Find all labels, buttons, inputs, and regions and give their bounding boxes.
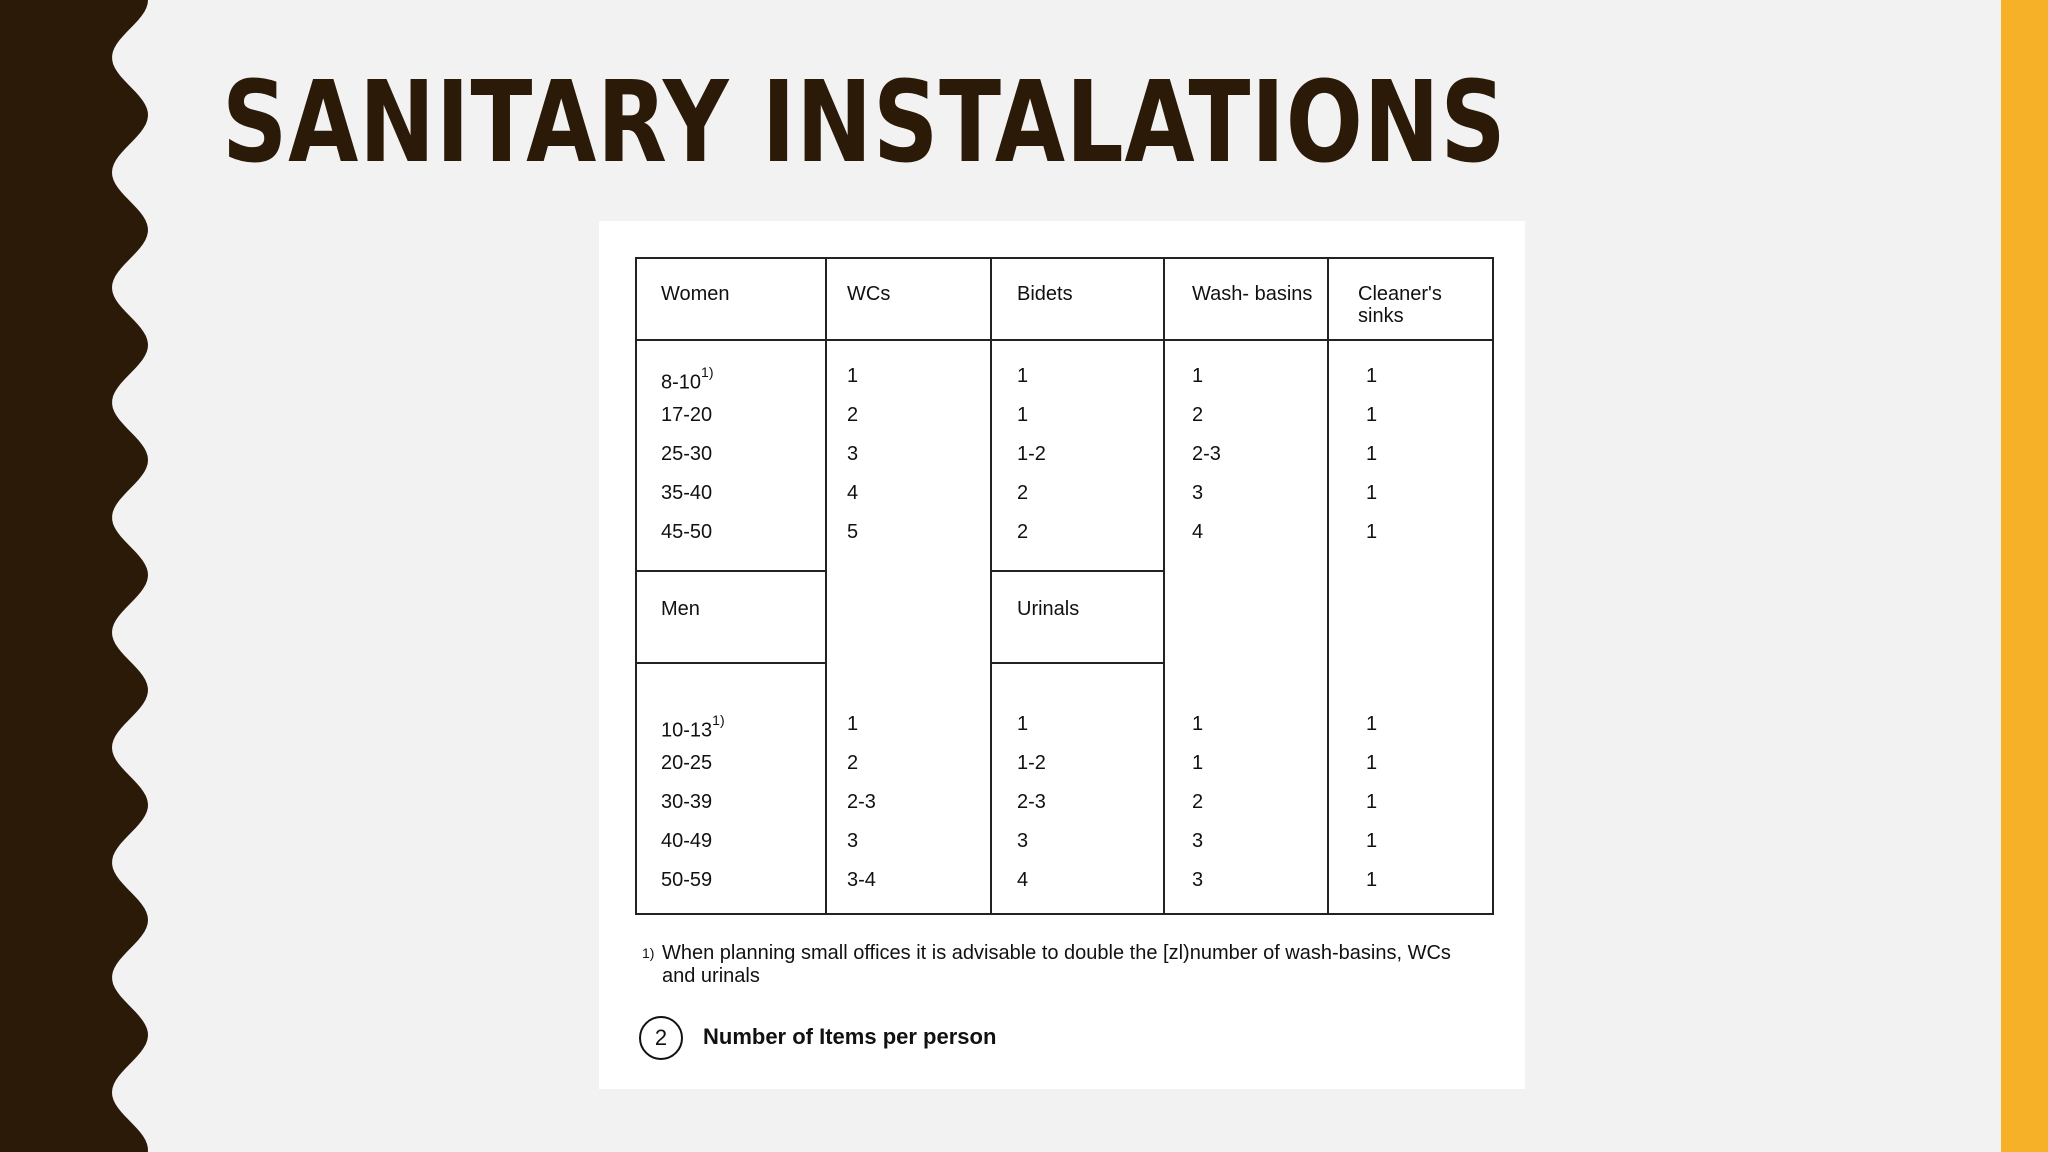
footnote-reference: 1) bbox=[701, 364, 714, 380]
header-women: Women bbox=[661, 283, 730, 305]
footnote-text: When planning small offices it is advisable to double the [zl)number of wash-basins, WCs and urinals bbox=[662, 942, 1451, 987]
men-cleaners-sinks-cell: 1 bbox=[1366, 791, 1378, 813]
women-bidets-cell: 2 bbox=[1017, 482, 1029, 504]
women-cleaners-sinks-cell: 1 bbox=[1366, 365, 1378, 387]
men-cleaners-sinks-cell: 1 bbox=[1366, 713, 1378, 735]
men-wcs-cell: 3-4 bbox=[847, 869, 876, 891]
women-bidets-cell: 1 bbox=[1017, 404, 1029, 426]
men-persons-cell: 50-59 bbox=[661, 869, 713, 891]
caption-text: Number of Items per person bbox=[703, 1024, 997, 1049]
accent-bar bbox=[2001, 0, 2048, 1152]
women-cleaners-sinks-cell: 1 bbox=[1366, 521, 1378, 543]
caption-number-badge: 2 bbox=[639, 1016, 683, 1060]
women-wash-basins-cell: 4 bbox=[1192, 521, 1204, 543]
women-wcs-cell: 5 bbox=[847, 521, 859, 543]
men-wash-basins-cell: 1 bbox=[1192, 752, 1204, 774]
men-cleaners-sinks-cell: 1 bbox=[1366, 869, 1378, 891]
men-wcs-cell: 1 bbox=[847, 713, 859, 735]
decorative-wavy-band bbox=[0, 0, 160, 1152]
women-wcs-cell: 2 bbox=[847, 404, 859, 426]
women-cleaners-sinks-cell: 1 bbox=[1366, 404, 1378, 426]
women-cleaners-sinks-cell: 1 bbox=[1366, 443, 1378, 465]
men-wcs-cell: 2 bbox=[847, 752, 859, 774]
women-wcs-cell: 4 bbox=[847, 482, 859, 504]
slide-title: SANITARY INSTALATIONS bbox=[222, 58, 1507, 188]
footnote-reference: 1) bbox=[712, 712, 725, 728]
women-persons-cell: 8-10$^{1)}$ bbox=[661, 364, 714, 394]
men-urinals-cell: 4 bbox=[1017, 869, 1029, 891]
women-wash-basins-cell: 2-3 bbox=[1192, 443, 1221, 465]
men-wcs-cell: 3 bbox=[847, 830, 859, 852]
men-persons-cell: 40-49 bbox=[661, 830, 713, 852]
men-urinals-cell: 1 bbox=[1017, 713, 1029, 735]
header-men: Men bbox=[661, 598, 700, 620]
women-persons-cell: 25-30 bbox=[661, 443, 713, 465]
men-wash-basins-cell: 3 bbox=[1192, 830, 1204, 852]
women-wcs-cell: 3 bbox=[847, 443, 859, 465]
men-cleaners-sinks-cell: 1 bbox=[1366, 752, 1378, 774]
scanned-table-figure bbox=[599, 221, 1525, 1089]
men-persons-cell: 20-25 bbox=[661, 752, 713, 774]
men-wash-basins-cell: 2 bbox=[1192, 791, 1204, 813]
women-bidets-cell: 2 bbox=[1017, 521, 1029, 543]
women-bidets-cell: 1 bbox=[1017, 365, 1029, 387]
men-persons-cell: 30-39 bbox=[661, 791, 713, 813]
men-urinals-cell: 3 bbox=[1017, 830, 1029, 852]
men-cleaners-sinks-cell: 1 bbox=[1366, 830, 1378, 852]
header-bidets: Bidets bbox=[1017, 283, 1073, 305]
men-wash-basins-cell: 3 bbox=[1192, 869, 1204, 891]
women-cleaners-sinks-cell: 1 bbox=[1366, 482, 1378, 504]
women-bidets-cell: 1-2 bbox=[1017, 443, 1046, 465]
header-wash-basins: Wash- basins bbox=[1192, 283, 1313, 305]
men-urinals-cell: 2-3 bbox=[1017, 791, 1046, 813]
women-wash-basins-cell: 3 bbox=[1192, 482, 1204, 504]
header-wcs: WCs bbox=[847, 283, 891, 305]
men-persons-cell: 10-13$^{1)}$ bbox=[661, 712, 725, 742]
women-wash-basins-cell: 1 bbox=[1192, 365, 1204, 387]
women-persons-cell: 35-40 bbox=[661, 482, 713, 504]
footnote bbox=[642, 942, 1462, 988]
women-wcs-cell: 1 bbox=[847, 365, 859, 387]
header-cleaners-sinks: Cleaner's sinks bbox=[1358, 283, 1442, 327]
men-wcs-cell: 2-3 bbox=[847, 791, 876, 813]
footnote-mark: 1) bbox=[642, 945, 655, 961]
women-wash-basins-cell: 2 bbox=[1192, 404, 1204, 426]
men-wash-basins-cell: 1 bbox=[1192, 713, 1204, 735]
men-urinals-cell: 1-2 bbox=[1017, 752, 1046, 774]
women-persons-cell: 17-20 bbox=[661, 404, 713, 426]
header-urinals: Urinals bbox=[1017, 598, 1080, 620]
women-persons-cell: 45-50 bbox=[661, 521, 713, 543]
